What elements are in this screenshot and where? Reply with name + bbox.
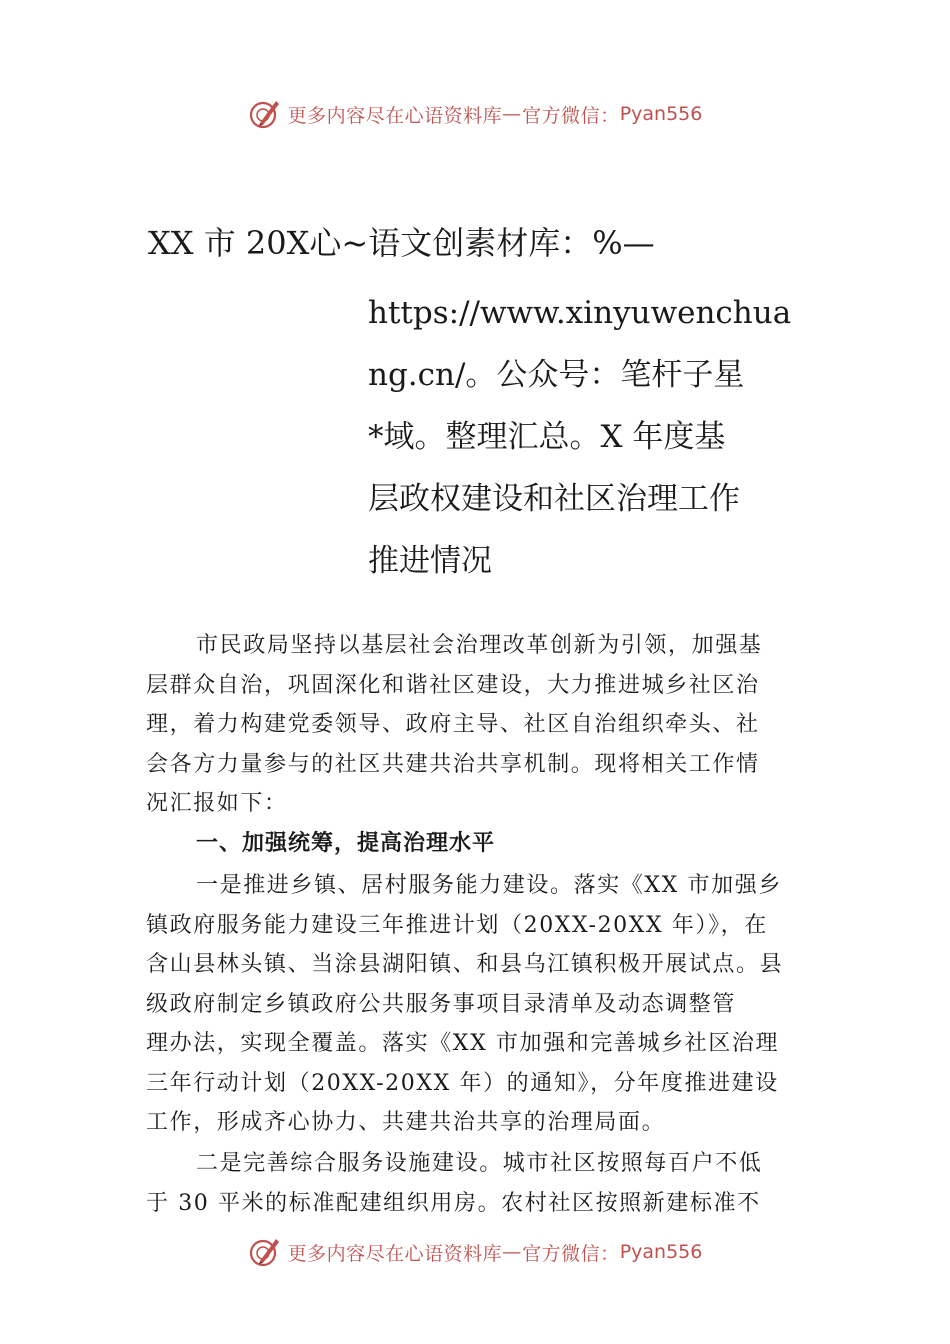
banner-text: 更多内容尽在心语资料库 [287,1242,503,1265]
section-heading-1: 一、加强统筹，提高治理水平 [196,831,496,856]
footer-banner [0,1232,950,1272]
banner-wechat-label: 官方微信： [522,104,620,127]
document-title-continuation [368,282,808,592]
paragraph-line: 三年行动计划（20XX-20XX 年）的通知》，分年度推进建设 [146,1070,779,1096]
document-title-line-4: *域。整理汇总。X 年度基 [368,419,726,455]
intro-line: 层群众自治，巩固深化和谐社区建设，大力推进城乡社区治 [146,672,760,698]
paragraph-line: 镇政府服务能力建设三年推进计划（20XX-20XX 年）》，在 [146,912,768,938]
section-1-paragraph-2 [146,1144,808,1223]
intro-line: 况汇报如下： [146,791,288,816]
intro-paragraph [146,626,808,824]
intro-line: 市民政局坚持以基层社会治理改革创新为引领，加强基 [196,633,763,658]
banner-wechat-label: 官方微信： [522,1242,620,1265]
pen-logo-icon [248,97,282,131]
paragraph-line: 含山县林头镇、当涂县湖阳镇、和县乌江镇积极开展试点。县 [146,952,784,977]
header-banner [0,94,950,134]
paragraph-line: 于 30 平米的标准配建组织用房。农村社区按照新建标准不 [146,1190,761,1216]
paragraph-line: 理办法，实现全覆盖。落实《XX 市加强和完善城乡社区治理 [146,1031,780,1056]
banner-separator: — [502,103,523,125]
document-title-line-1: XX 市 20X心~语文创素材库：%— [148,224,655,262]
document-title-line-2: https://www.xinyuwenchua [368,295,792,331]
intro-line: 理，着力构建党委领导、政府主导、社区自治组织牵头、社 [146,712,760,737]
paragraph-line: 二是完善综合服务设施建设。城市社区按照每百户不低 [196,1151,763,1176]
pen-logo-icon [248,1235,282,1269]
document-title-line-3: ng.cn/。公众号：笔杆子星 [368,357,745,393]
intro-line: 会各方力量参与的社区共建共治共享机制。现将相关工作情 [146,751,760,777]
paragraph-line: 工作，形成齐心协力、共建共治共享的治理局面。 [146,1110,666,1135]
document-title-line-5: 层政权建设和社区治理工作 [368,481,740,517]
banner-text: 更多内容尽在心语资料库 [287,104,503,127]
banner-wechat-id: Pyan556 [619,1241,703,1263]
paragraph-line: 一是推进乡镇、居村服务能力建设。落实《XX 市加强乡 [196,873,782,898]
document-title-line-6: 推进情况 [368,543,492,579]
banner-separator: — [502,1241,523,1263]
paragraph-line: 级政府制定乡镇政府公共服务事项目录清单及动态调整管 [146,991,737,1017]
section-1-paragraph-1 [146,866,808,1143]
banner-wechat-id: Pyan556 [619,103,703,125]
